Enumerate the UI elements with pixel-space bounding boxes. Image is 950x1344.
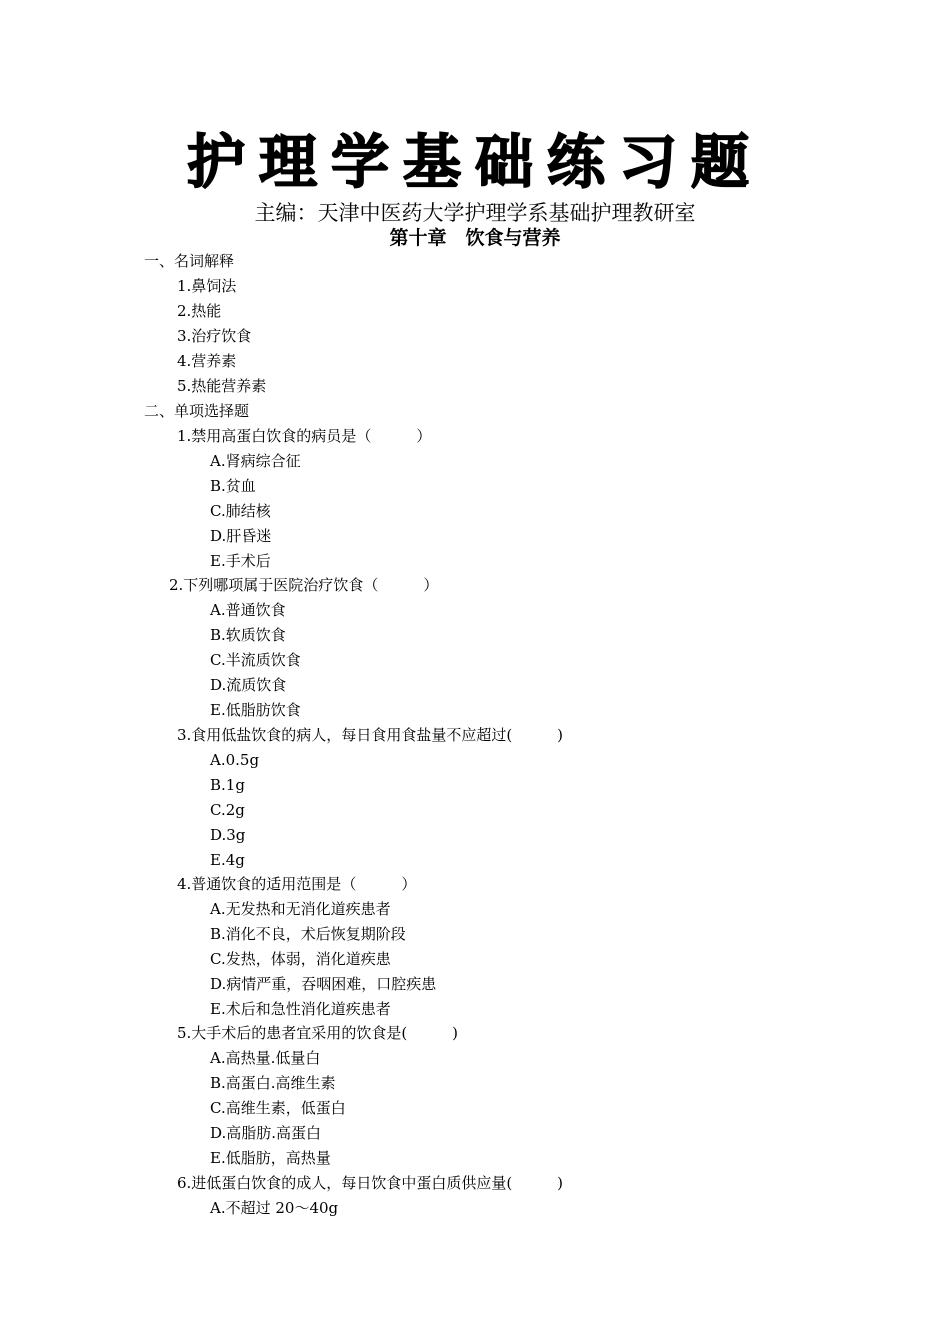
question-stem: 1.禁用高蛋白饮食的病员是（ ） — [177, 427, 432, 445]
answer-option: E.术后和急性消化道疾患者 — [210, 1000, 391, 1018]
section-heading-terms: 一、名词解释 — [144, 252, 235, 270]
document-title: 护理学基础练习题 — [186, 128, 763, 196]
answer-option: D.3g — [210, 826, 246, 844]
answer-option: A.肾病综合征 — [210, 452, 301, 470]
question-stem: 6.进低蛋白饮食的成人，每日饮食中蛋白质供应量( ) — [177, 1174, 564, 1192]
answer-option: D.流质饮食 — [210, 676, 287, 694]
answer-option: B.1g — [210, 776, 245, 794]
answer-option: D.高脂肪.高蛋白 — [210, 1124, 322, 1142]
answer-option: C.高维生素，低蛋白 — [210, 1099, 346, 1117]
answer-option: A.无发热和无消化道疾患者 — [210, 900, 391, 918]
answer-option: A.高热量.低量白 — [210, 1049, 321, 1067]
section-heading-choice: 二、单项选择题 — [144, 402, 250, 420]
term-item: 4.营养素 — [177, 352, 237, 370]
answer-option: C.半流质饮食 — [210, 651, 301, 669]
answer-option: E.4g — [210, 851, 245, 869]
question-stem: 5.大手术后的患者宜采用的饮食是( ) — [177, 1024, 459, 1042]
question-stem: 3.食用低盐饮食的病人，每日食用食盐量不应超过( ) — [177, 726, 564, 744]
answer-option: A.普通饮食 — [210, 601, 286, 619]
answer-option: E.低脂肪，高热量 — [210, 1149, 331, 1167]
term-item: 2.热能 — [177, 302, 222, 320]
question-stem: 2.下列哪项属于医院治疗饮食（ ） — [169, 576, 439, 594]
answer-option: C.肺结核 — [210, 502, 271, 520]
term-item: 5.热能营养素 — [177, 377, 267, 395]
answer-option: B.软质饮食 — [210, 626, 286, 644]
answer-option: D.病情严重，吞咽困难，口腔疾患 — [210, 975, 437, 993]
chapter-heading: 第十章 饮食与营养 — [389, 227, 561, 249]
answer-option: A.0.5g — [210, 751, 260, 769]
editor-line: 主编：天津中医药大学护理学系基础护理教研室 — [254, 201, 696, 225]
answer-option: C.2g — [210, 801, 245, 819]
answer-option: D.肝昏迷 — [210, 527, 272, 545]
answer-option: A.不超过 20～40g — [210, 1199, 339, 1217]
answer-option: C.发热，体弱，消化道疾患 — [210, 950, 391, 968]
answer-option: B.高蛋白.高维生素 — [210, 1074, 336, 1092]
answer-option: B.消化不良，术后恢复期阶段 — [210, 925, 406, 943]
term-item: 3.治疗饮食 — [177, 327, 252, 345]
answer-option: B.贫血 — [210, 477, 256, 495]
answer-option: E.低脂肪饮食 — [210, 701, 301, 719]
term-item: 1.鼻饲法 — [177, 277, 237, 295]
question-stem: 4.普通饮食的适用范围是（ ） — [177, 875, 417, 893]
answer-option: E.手术后 — [210, 552, 271, 570]
